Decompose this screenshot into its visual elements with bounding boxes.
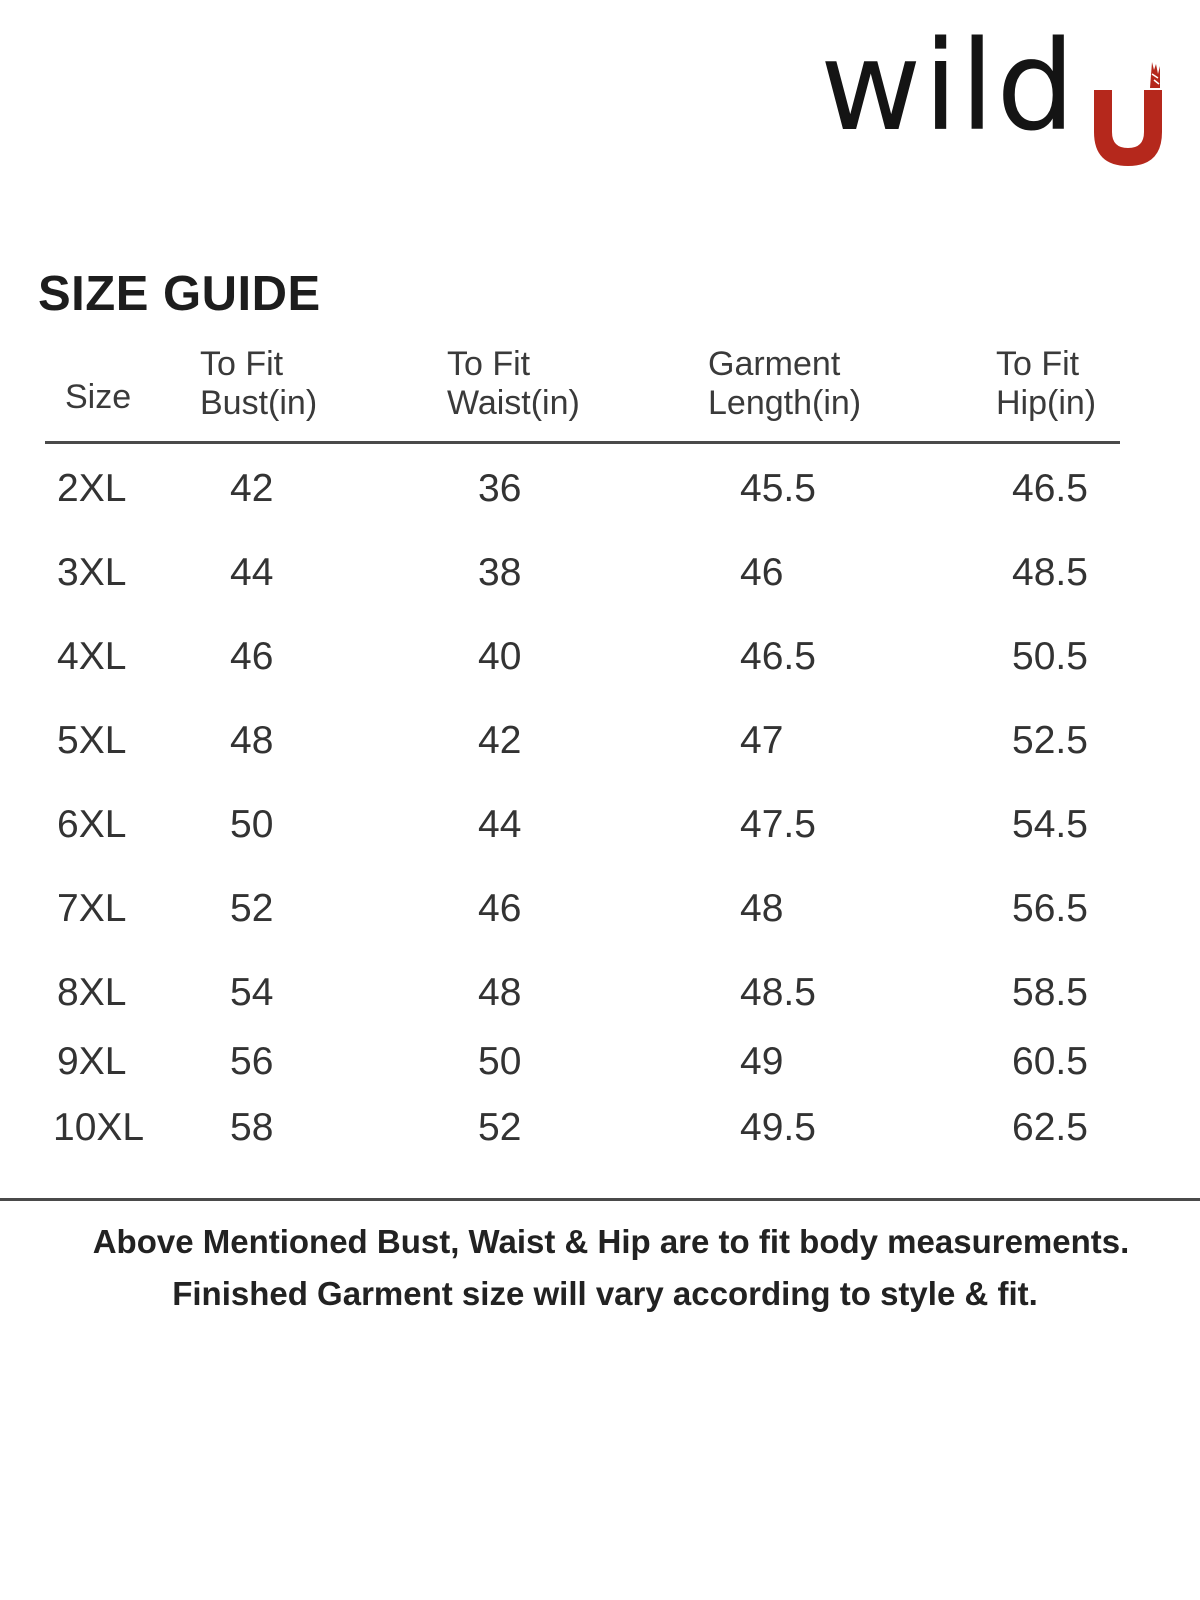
hip-cell: 62.5 [1012, 1106, 1088, 1149]
header-waist-line2: Waist(in) [447, 384, 580, 422]
fit-note-line1: Above Mentioned Bust, Waist & Hip are to fit body measurements. [92, 1223, 1130, 1260]
size-cell: 8XL [57, 971, 127, 1014]
waist-cell: 36 [478, 467, 522, 510]
header-waist [447, 345, 580, 423]
page-title: SIZE GUIDE [38, 267, 321, 321]
length-cell: 45.5 [740, 467, 816, 510]
hip-cell: 52.5 [1012, 719, 1088, 762]
table-row [0, 879, 1200, 939]
bust-cell: 44 [230, 551, 274, 594]
waist-cell: 46 [478, 887, 522, 930]
header-bust-line1: To Fit [200, 345, 284, 383]
length-cell: 49.5 [740, 1106, 816, 1149]
logo-u-icon [1088, 60, 1168, 172]
bust-cell: 48 [230, 719, 274, 762]
bust-cell: 54 [230, 971, 274, 1014]
length-cell: 47.5 [740, 803, 816, 846]
hip-cell: 54.5 [1012, 803, 1088, 846]
hip-cell: 56.5 [1012, 887, 1088, 930]
size-cell: 10XL [53, 1106, 145, 1149]
bust-cell: 56 [230, 1040, 274, 1083]
waist-cell: 44 [478, 803, 522, 846]
length-cell: 49 [740, 1040, 784, 1083]
size-cell: 3XL [57, 551, 127, 594]
size-cell: 4XL [57, 635, 127, 678]
header-bust-line2: Bust(in) [200, 384, 318, 422]
bust-cell: 46 [230, 635, 274, 678]
table-row [0, 963, 1200, 1023]
header-size-label: Size [65, 378, 132, 416]
length-cell: 48 [740, 887, 784, 930]
header-size [65, 378, 131, 417]
table-row [0, 795, 1200, 855]
header-hip-line2: Hip(in) [996, 384, 1097, 422]
waist-cell: 50 [478, 1040, 522, 1083]
length-cell: 48.5 [740, 971, 816, 1014]
bust-cell: 50 [230, 803, 274, 846]
table-row [0, 459, 1200, 519]
header-hip-line1: To Fit [996, 345, 1080, 383]
length-cell: 46.5 [740, 635, 816, 678]
header-waist-line1: To Fit [447, 345, 531, 383]
table-row [0, 1032, 1200, 1092]
logo-wordmark: wild [820, 15, 1078, 159]
size-cell: 5XL [57, 719, 127, 762]
size-cell: 7XL [57, 887, 127, 930]
bust-cell: 58 [230, 1106, 274, 1149]
header-length-line2: Length(in) [708, 384, 862, 422]
table-row [0, 543, 1200, 603]
hip-cell: 50.5 [1012, 635, 1088, 678]
brand-logo [820, 15, 1165, 159]
hip-cell: 58.5 [1012, 971, 1088, 1014]
fit-note-line2: Finished Garment size will vary according to style & fit. [172, 1275, 1038, 1312]
waist-cell: 48 [478, 971, 522, 1014]
hip-cell: 60.5 [1012, 1040, 1088, 1083]
waist-cell: 42 [478, 719, 522, 762]
waist-cell: 40 [478, 635, 522, 678]
header-length [708, 345, 861, 423]
bust-cell: 42 [230, 467, 274, 510]
header-hip [996, 345, 1096, 423]
table-row [0, 627, 1200, 687]
header-divider [45, 441, 1120, 444]
header-length-line1: Garment [708, 345, 841, 383]
table-row [0, 1098, 1200, 1158]
hip-cell: 46.5 [1012, 467, 1088, 510]
length-cell: 46 [740, 551, 784, 594]
size-cell: 6XL [57, 803, 127, 846]
bust-cell: 52 [230, 887, 274, 930]
length-cell: 47 [740, 719, 784, 762]
hip-cell: 48.5 [1012, 551, 1088, 594]
footer-divider [0, 1198, 1200, 1201]
size-cell: 2XL [57, 467, 127, 510]
waist-cell: 52 [478, 1106, 522, 1149]
size-cell: 9XL [57, 1040, 127, 1083]
table-row [0, 711, 1200, 771]
header-bust [200, 345, 317, 423]
waist-cell: 38 [478, 551, 522, 594]
